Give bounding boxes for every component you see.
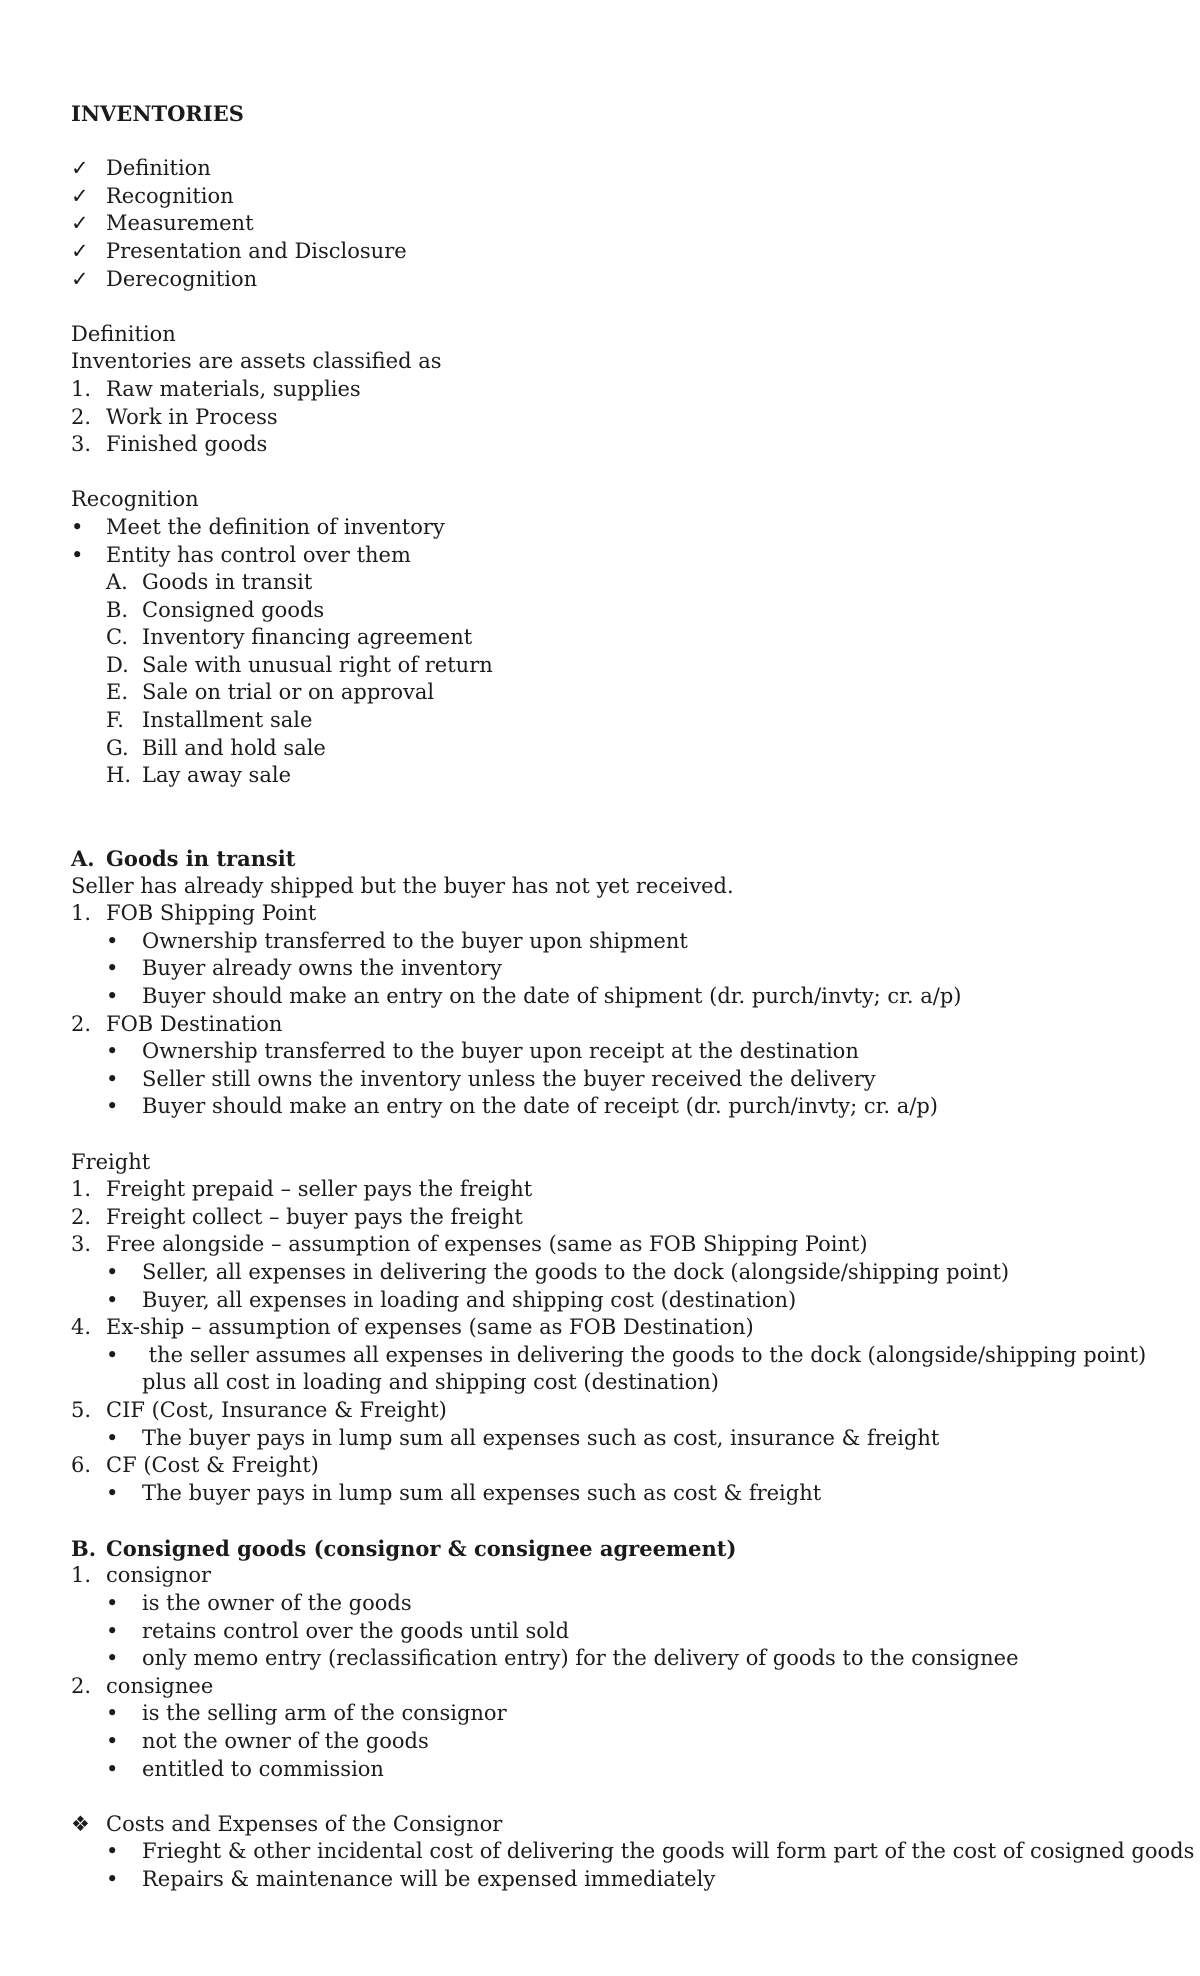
- bullet-item: • the seller assumes all expenses in delivering the goods to the dock (alongside/shipping point): [71, 1342, 1151, 1370]
- checkmark-icon: ✓: [71, 211, 89, 236]
- bullet-icon: [106, 1342, 118, 1370]
- bullet-icon: [106, 928, 118, 956]
- list-item: 6. CF (Cost & Freight): [71, 1453, 319, 1478]
- checklist-item: ✓ Recognition: [71, 183, 1151, 211]
- checklist-item: ✓ Derecognition: [71, 266, 1151, 294]
- bullet-icon: [106, 1866, 118, 1894]
- list-item: 2. Work in Process: [71, 404, 278, 429]
- bullet-item: • Seller still owns the inventory unless the buyer received the delivery: [71, 1066, 1151, 1094]
- freight-heading: Freight: [71, 1149, 151, 1174]
- bullet-continuation: plus all cost in loading and shipping cost (destination): [142, 1370, 719, 1395]
- definition-intro: Inventories are assets classified as: [71, 349, 442, 374]
- bullet-item: • Ownership transferred to the buyer upon receipt at the destination: [71, 1038, 1151, 1066]
- list-item: 1. consignor: [71, 1563, 212, 1588]
- bullet-item: • Frieght & other incidental cost of delivering the goods will form part of the cost of cosigned goods: [71, 1838, 1151, 1866]
- bullet-icon: [106, 1259, 118, 1287]
- checkmark-icon: ✓: [71, 156, 89, 181]
- list-item: 3. Finished goods: [71, 432, 268, 457]
- list-item: 2. consignee: [71, 1673, 214, 1698]
- bullet-icon: [106, 1287, 118, 1315]
- bullet-icon: [106, 983, 118, 1011]
- sub-list-item: A. Goods in transit: [106, 570, 313, 595]
- list-item: 2. FOB Destination: [71, 1011, 283, 1036]
- checklist-item: ✓ Measurement: [71, 210, 1151, 238]
- bullet-item: • Seller, all expenses in delivering the goods to the dock (alongside/shipping point): [71, 1259, 1151, 1287]
- bullet-icon: [106, 1425, 118, 1453]
- bullet-item: • Repairs & maintenance will be expensed immediately: [71, 1866, 1151, 1894]
- bullet-icon: [106, 1838, 118, 1866]
- list-item: 5. CIF (Cost, Insurance & Freight): [71, 1397, 447, 1422]
- bullet-item: • entitled to commission: [71, 1756, 1151, 1784]
- bullet-item: • is the selling arm of the consignor: [71, 1700, 1151, 1728]
- checkmark-icon: ✓: [71, 183, 89, 208]
- list-item: 1. FOB Shipping Point: [71, 901, 317, 926]
- bullet-icon: [106, 1590, 118, 1618]
- bullet-icon: [106, 955, 118, 983]
- bullet-icon: [106, 1728, 118, 1756]
- bullet-item: • retains control over the goods until sold: [71, 1618, 1151, 1646]
- list-item: 2. Freight collect – buyer pays the freight: [71, 1204, 523, 1229]
- bullet-item: • only memo entry (reclassification entry) for the delivery of goods to the consignee: [71, 1645, 1151, 1673]
- sub-list-item: D. Sale with unusual right of return: [106, 652, 493, 677]
- bullet-item: • Meet the definition of inventory: [71, 514, 1151, 542]
- bullet-item: • Entity has control over them: [71, 542, 1151, 570]
- bullet-icon: [106, 1756, 118, 1784]
- bullet-icon: [71, 514, 83, 542]
- bullet-icon: [71, 542, 83, 570]
- list-item: 1. Freight prepaid – seller pays the freight: [71, 1177, 533, 1202]
- bullet-item: • Buyer already owns the inventory: [71, 955, 1151, 983]
- sub-list-item: C. Inventory financing agreement: [106, 625, 473, 650]
- section-intro: Seller has already shipped but the buyer has not yet received.: [71, 873, 734, 898]
- bullet-item: • The buyer pays in lump sum all expenses such as cost, insurance & freight: [71, 1425, 1151, 1453]
- sub-list-item: B. Consigned goods: [106, 597, 325, 622]
- definition-heading: Definition: [71, 321, 176, 346]
- bullet-icon: [106, 1645, 118, 1673]
- bullet-item: • Buyer should make an entry on the date of shipment (dr. purch/invty; cr. a/p): [71, 983, 1151, 1011]
- bullet-item: • not the owner of the goods: [71, 1728, 1151, 1756]
- bullet-icon: [106, 1618, 118, 1646]
- section-heading: B. Consigned goods (consignor & consignee agreement): [71, 1535, 737, 1561]
- checkmark-icon: ✓: [71, 266, 89, 291]
- sub-list-item: E. Sale on trial or on approval: [106, 680, 435, 705]
- sub-list-item: G. Bill and hold sale: [106, 735, 326, 760]
- bullet-item: • Buyer, all expenses in loading and shipping cost (destination): [71, 1287, 1151, 1315]
- diamond-bullet-icon: ❖: [71, 1811, 90, 1836]
- sub-list-item: F. Installment sale: [106, 708, 313, 733]
- document-title: INVENTORIES: [71, 101, 244, 126]
- bullet-icon: [106, 1093, 118, 1121]
- bullet-item: • Ownership transferred to the buyer upon shipment: [71, 928, 1151, 956]
- list-item: 1. Raw materials, supplies: [71, 376, 361, 401]
- section-heading: A. Goods in transit: [71, 846, 296, 872]
- document-page: [71, 100, 1195, 1894]
- checkmark-icon: ✓: [71, 238, 89, 263]
- bullet-icon: [106, 1066, 118, 1094]
- checklist-item: ✓ Presentation and Disclosure: [71, 238, 1151, 266]
- recognition-heading: Recognition: [71, 487, 199, 512]
- bullet-item: • is the owner of the goods: [71, 1590, 1151, 1618]
- bullet-item: • The buyer pays in lump sum all expenses such as cost & freight: [71, 1480, 1151, 1508]
- bullet-icon: [106, 1038, 118, 1066]
- bullet-item: • Buyer should make an entry on the date of receipt (dr. purch/invty; cr. a/p): [71, 1093, 1151, 1121]
- bullet-icon: [106, 1480, 118, 1508]
- list-item: 4. Ex-ship – assumption of expenses (same as FOB Destination): [71, 1315, 754, 1340]
- list-item: 3. Free alongside – assumption of expenses (same as FOB Shipping Point): [71, 1232, 868, 1257]
- checklist-item: ✓ Definition: [71, 155, 1151, 183]
- sub-list-item: H. Lay away sale: [106, 763, 291, 788]
- diamond-list-item: ❖ Costs and Expenses of the Consignor: [71, 1811, 1151, 1839]
- bullet-icon: [106, 1700, 118, 1728]
